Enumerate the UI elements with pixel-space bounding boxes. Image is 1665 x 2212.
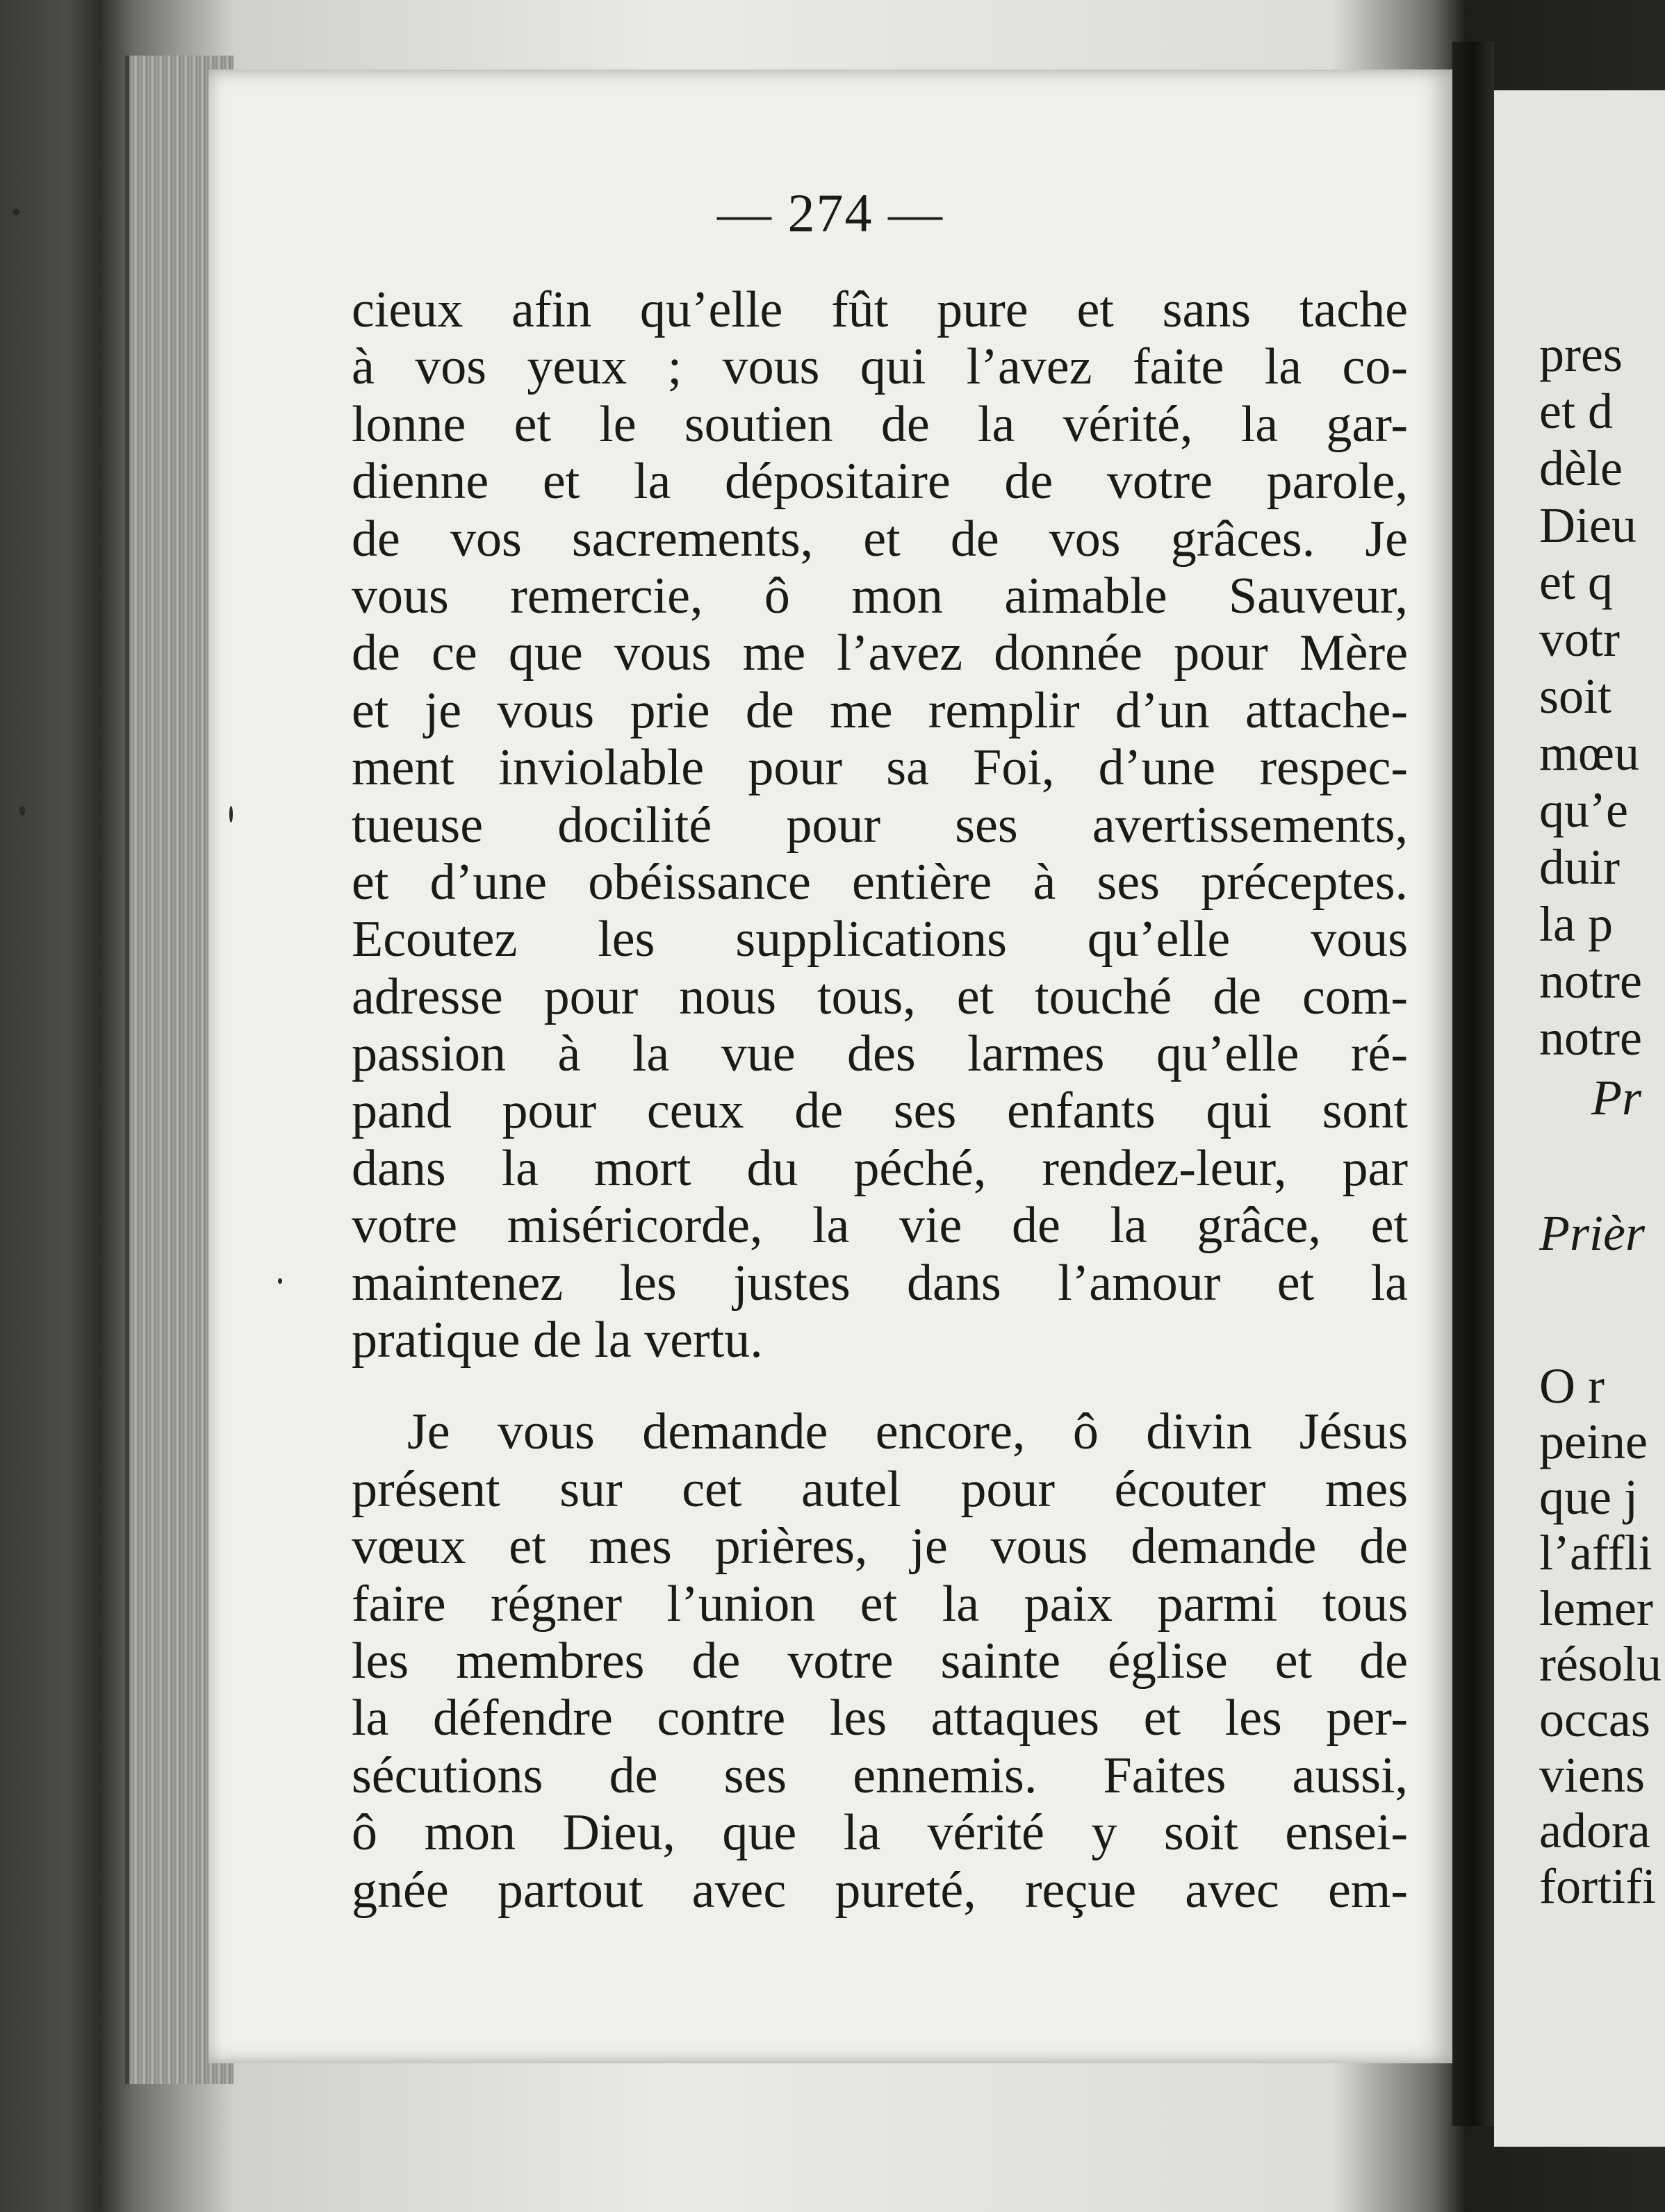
text-line: à vos yeux ; vous qui l’avez faite la co- xyxy=(352,338,1408,396)
text-line: vous remercie, ô mon aimable Sauveur, xyxy=(352,567,1408,625)
right-page-italic-heading-2: Prièr xyxy=(1539,1205,1645,1261)
text-line: sécutions de ses ennemis. Faites aussi, xyxy=(352,1747,1408,1804)
text-line: Je vous demande encore, ô divin Jésus xyxy=(407,1403,1408,1461)
text-line: dans la mort du péché, rendez-leur, par xyxy=(352,1139,1408,1197)
text-line: ô mon Dieu, que la vérité y soit ensei- xyxy=(352,1804,1408,1862)
right-page-fragment: et d xyxy=(1539,383,1613,439)
text-line: de vos sacrements, et de vos grâces. Je xyxy=(352,510,1408,568)
right-page-fragment: résolu xyxy=(1539,1636,1662,1692)
right-page-fragment: qu’e xyxy=(1539,782,1628,838)
right-page-fragment: notre xyxy=(1539,1010,1642,1066)
text-line: de ce que vous me l’avez donnée pour Mère xyxy=(352,625,1408,682)
right-page-fragment: et q xyxy=(1539,554,1613,610)
text-line: et je vous prie de me remplir d’un attache- xyxy=(352,682,1408,739)
right-page-fragment: fortifi xyxy=(1539,1858,1656,1914)
text-line: gnée partout avec pureté, reçue avec em- xyxy=(352,1861,1408,1919)
scan-speck xyxy=(278,1278,282,1284)
right-page-fragment: notre xyxy=(1539,953,1642,1009)
paragraph-2 xyxy=(352,1403,1408,1919)
text-line: présent sur cet autel pour écouter mes xyxy=(352,1460,1408,1518)
book-gutter xyxy=(1452,42,1494,2126)
paragraph-1 xyxy=(352,281,1408,1369)
right-page-fragment: votr xyxy=(1539,611,1620,667)
text-line: adresse pour nous tous, et touché de com- xyxy=(352,968,1408,1025)
right-page-fragment: adora xyxy=(1539,1803,1650,1858)
text-line: maintenez les justes dans l’amour et la xyxy=(352,1254,1408,1312)
text-line: votre miséricorde, la vie de la grâce, et xyxy=(352,1197,1408,1255)
right-page-fragment: lemer xyxy=(1539,1580,1653,1636)
paragraph-spacer xyxy=(352,1369,1408,1403)
right-page-fragment: l’affli xyxy=(1539,1525,1652,1580)
right-page-fragment: Dieu xyxy=(1539,497,1637,553)
right-page-fragment: dèle xyxy=(1539,440,1623,496)
page-number: — 274 — xyxy=(717,183,944,243)
text-line: vœux et mes prières, je vous demande de xyxy=(352,1518,1408,1576)
right-page-fragment: que j xyxy=(1539,1469,1638,1525)
right-page-fragment: pres xyxy=(1539,327,1623,382)
right-page-fragment: viens xyxy=(1539,1747,1645,1803)
text-line: cieux afin qu’elle fût pure et sans tache xyxy=(352,281,1408,338)
right-page-fragment: soit xyxy=(1539,668,1612,724)
right-page-italic-heading-1: Pr xyxy=(1591,1070,1641,1125)
main-text-block xyxy=(352,281,1408,1919)
text-line: et d’une obéissance entière à ses préceptes. xyxy=(352,853,1408,911)
text-line: ment inviolable pour sa Foi, d’une respec- xyxy=(352,739,1408,797)
text-line: lonne et le soutien de la vérité, la gar- xyxy=(352,395,1408,453)
right-page-fragment: O r xyxy=(1539,1358,1605,1414)
text-line: pratique de la vertu. xyxy=(352,1312,763,1369)
right-page-fragment: peine xyxy=(1539,1414,1648,1469)
scan-speck xyxy=(229,806,233,823)
scan-speck xyxy=(13,208,19,215)
text-line: faire régner l’union et la paix parmi tous xyxy=(352,1575,1408,1633)
scan-speck xyxy=(19,806,25,816)
text-line: les membres de votre sainte église et de xyxy=(352,1632,1408,1690)
right-page-fragment: la p xyxy=(1539,896,1613,952)
right-page-fragment: mœu xyxy=(1539,725,1639,781)
text-line: Ecoutez les supplications qu’elle vous xyxy=(352,911,1408,968)
text-line: passion à la vue des larmes qu’elle ré- xyxy=(352,1025,1408,1083)
right-page-fragment: occas xyxy=(1539,1692,1650,1747)
text-line: tueuse docilité pour ses avertissements, xyxy=(352,796,1408,854)
right-page-fragment: duir xyxy=(1539,839,1620,895)
text-line: la défendre contre les attaques et les per- xyxy=(352,1690,1408,1747)
text-line: dienne et la dépositaire de votre parole, xyxy=(352,453,1408,511)
text-line: pand pour ceux de ses enfants qui sont xyxy=(352,1082,1408,1140)
